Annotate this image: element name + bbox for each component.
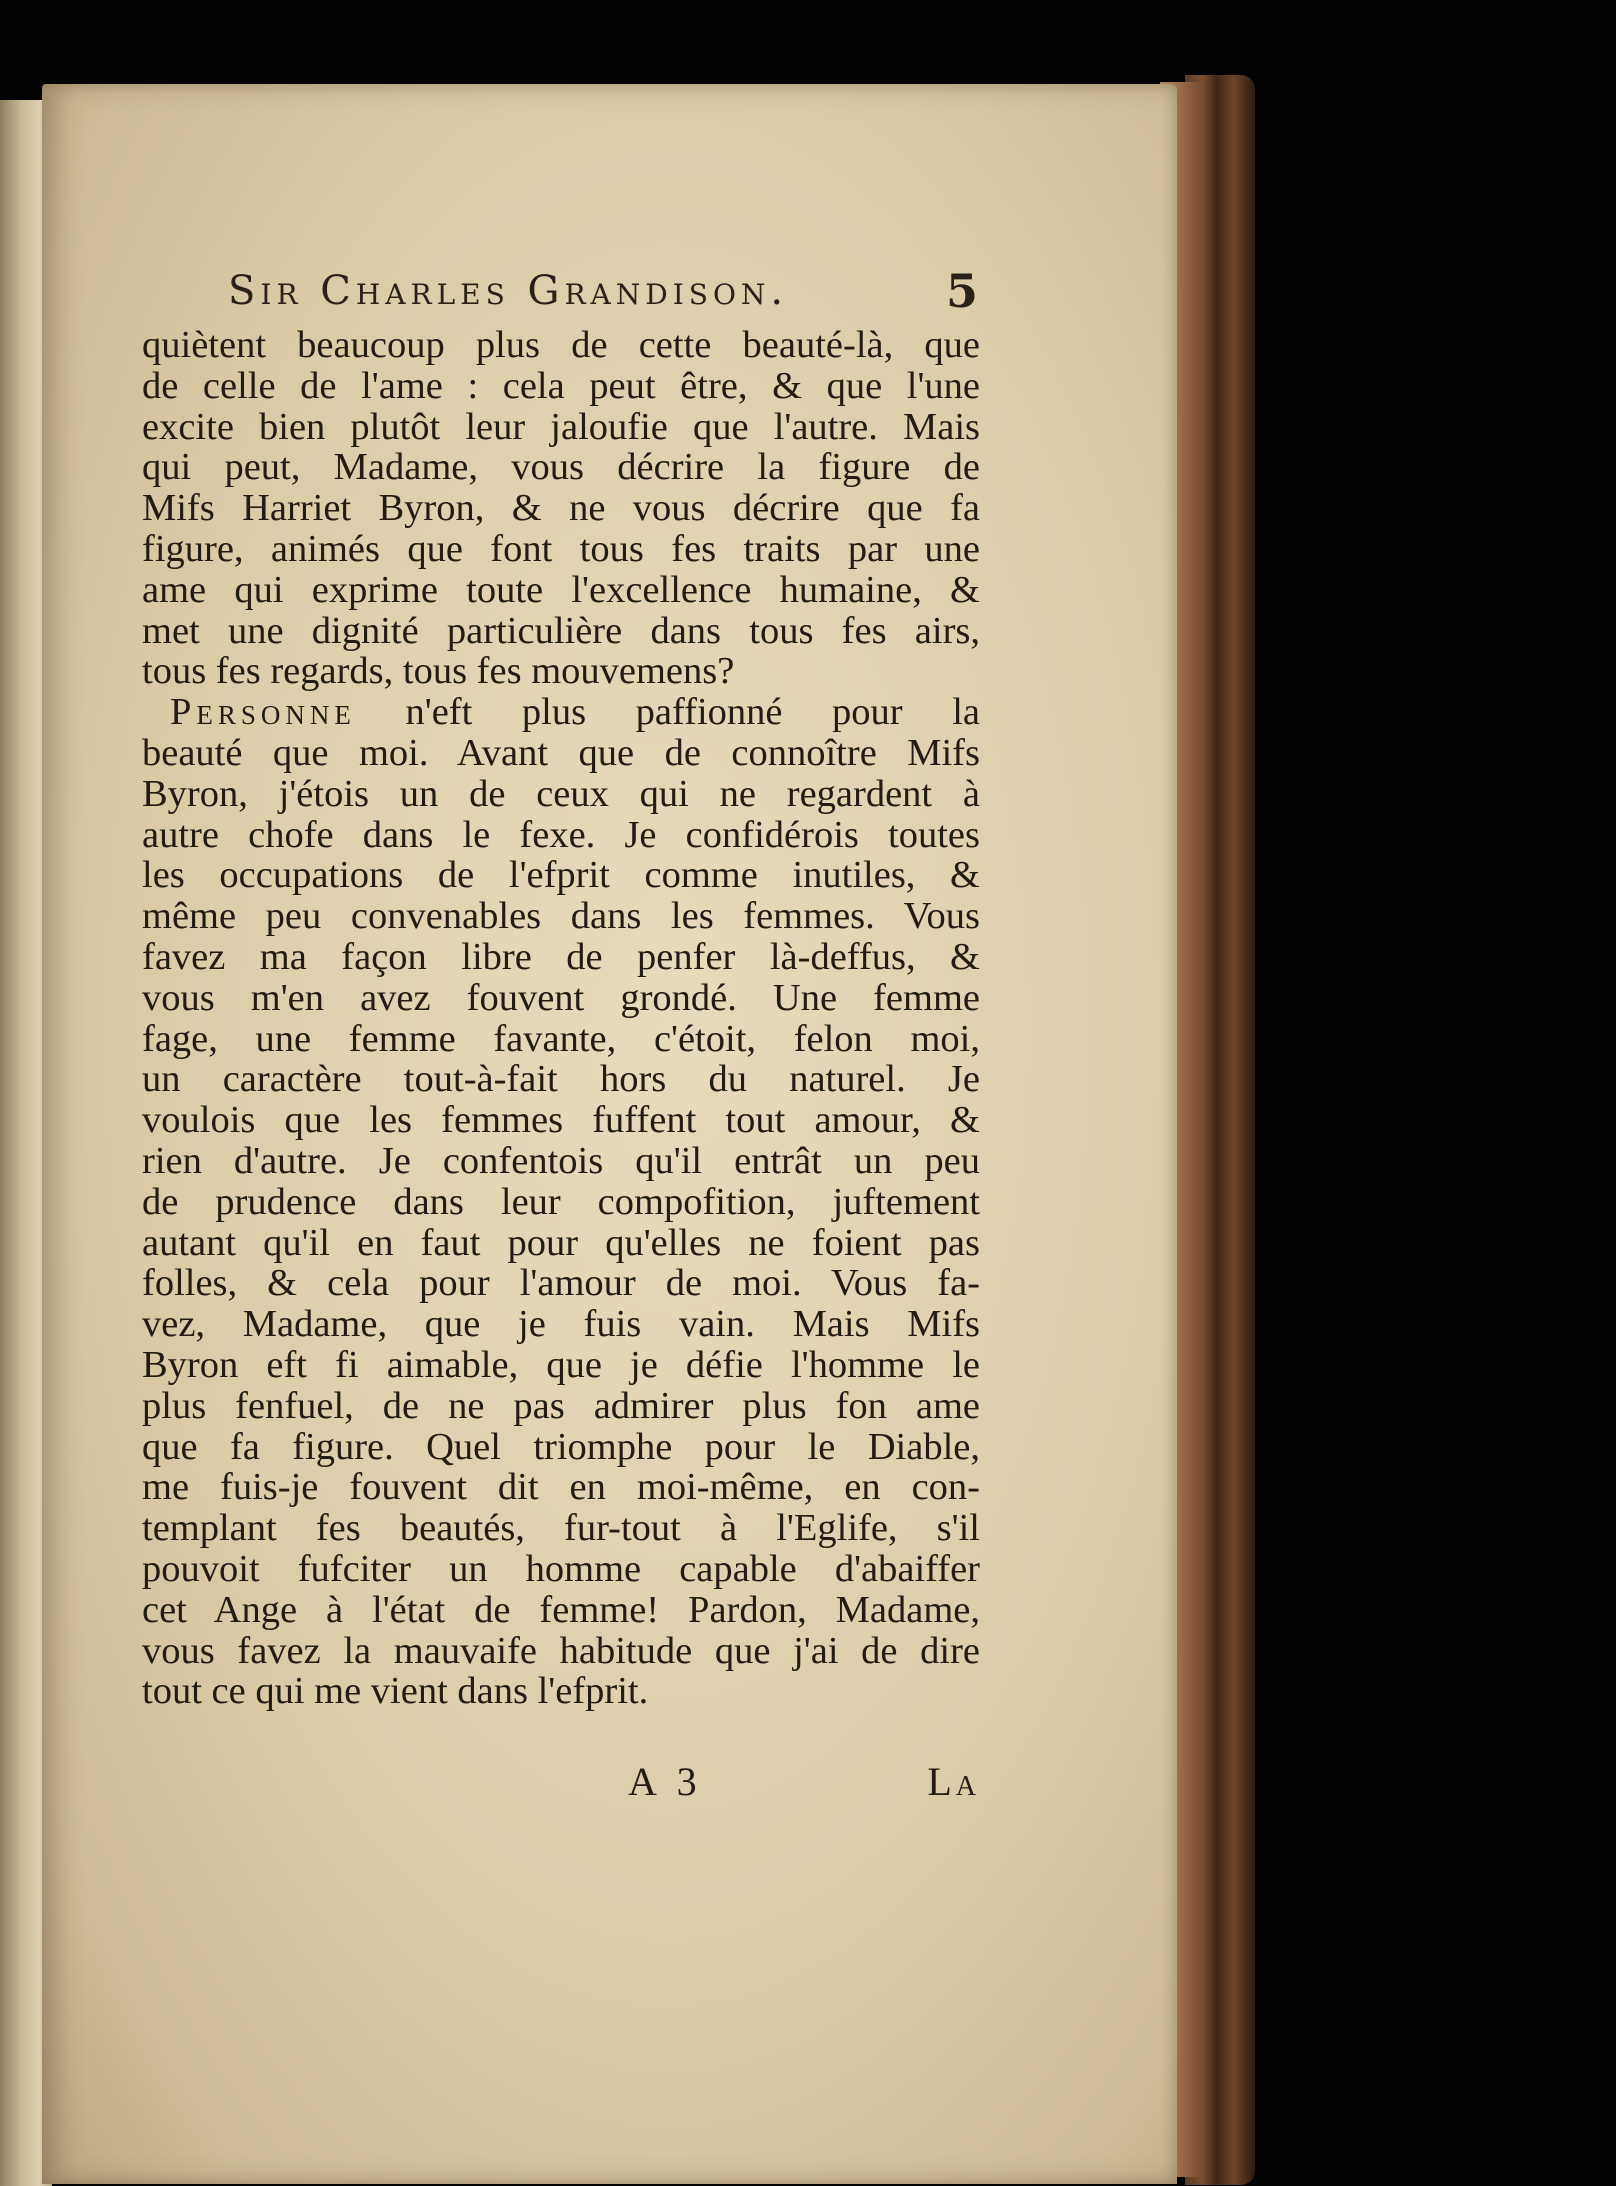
text-line: me fuis-je fouvent dit en moi-même, en con- [142,1466,980,1509]
text-line: folles, & cela pour l'amour de moi. Vous fa- [142,1262,980,1305]
text-line: ame qui exprime toute l'excellence humaine, & [142,568,980,611]
text-line: qui peut, Madame, vous décrire la figure de [142,446,980,489]
text-line: autre chofe dans le fexe. Je confidérois toutes [142,813,980,856]
text-line: figure, animés que font tous fes traits par une [142,527,980,570]
text-line: de celle de l'ame : cela peut être, & que l'une [142,364,980,407]
text-line: tout ce qui me vient dans l'efprit. [142,1670,649,1713]
running-head-title: Sir Charles Grandison. [228,268,789,314]
text-line: tous fes regards, tous fes mouvemens? [142,650,735,693]
text-line: Mifs Harriet Byron, & ne vous décrire que fa [142,487,980,530]
running-head [228,264,978,328]
text-line: excite bien plutôt leur jaloufie que l'autre. Mais [142,405,980,448]
text-line: cet Ange à l'état de femme! Pardon, Madame, [142,1588,980,1631]
text-line: les occupations de l'efprit comme inutiles, & [142,854,980,897]
page-footer [142,1758,980,1808]
page-number: 5 [945,264,978,318]
text-line: Byron, j'étois un de ceux qui ne regardent à [142,772,980,815]
text-line: met une dignité particulière dans tous fes airs, [142,609,980,652]
paragraph-opening-word: Personne [170,691,356,734]
opening-line-rest: n'eft plus paffionné pour la [405,691,980,734]
text-line: vez, Madame, que je fuis vain. Mais Mifs [142,1303,980,1346]
text-line: templant fes beautés, fur-tout à l'Eglife, s'il [142,1507,980,1550]
text-line: rien d'autre. Je confentois qu'il entrât un peu [142,1139,980,1182]
text-line: pouvoit fufciter un homme capable d'abaiffer [142,1547,980,1590]
text-line: vous m'en avez fouvent grondé. Une femme [142,976,980,1019]
text-line: même peu convenables dans les femmes. Vous [142,895,980,938]
text-line: vous favez la mauvaife habitude que j'ai de dire [142,1629,980,1672]
text-line: favez ma façon libre de penfer là-deffus, & [142,935,980,978]
body-text [142,325,980,1712]
catchword: La [927,1759,980,1804]
text-line: que fa figure. Quel triomphe pour le Diable, [142,1425,980,1468]
text-line: fage, une femme favante, c'étoit, felon moi, [142,1017,980,1060]
paragraph-opening-line [142,692,980,733]
text-line: Byron eft fi aimable, que je défie l'homme le [142,1343,980,1386]
text-line: quiètent beaucoup plus de cette beauté-là, que [142,324,980,366]
text-line: de prudence dans leur compofition, juftement [142,1180,980,1223]
text-line: autant qu'il en faut pour qu'elles ne foient pas [142,1221,980,1264]
text-line: plus fenfuel, de ne pas admirer plus fon ame [142,1384,980,1427]
text-line: un caractère tout-à-fait hors du naturel. Je [142,1058,980,1101]
signature-mark: A 3 [628,1759,703,1804]
text-line: voulois que les femmes fuffent tout amour, & [142,1099,980,1142]
text-line: beauté que moi. Avant que de connoître Mifs [142,731,980,774]
